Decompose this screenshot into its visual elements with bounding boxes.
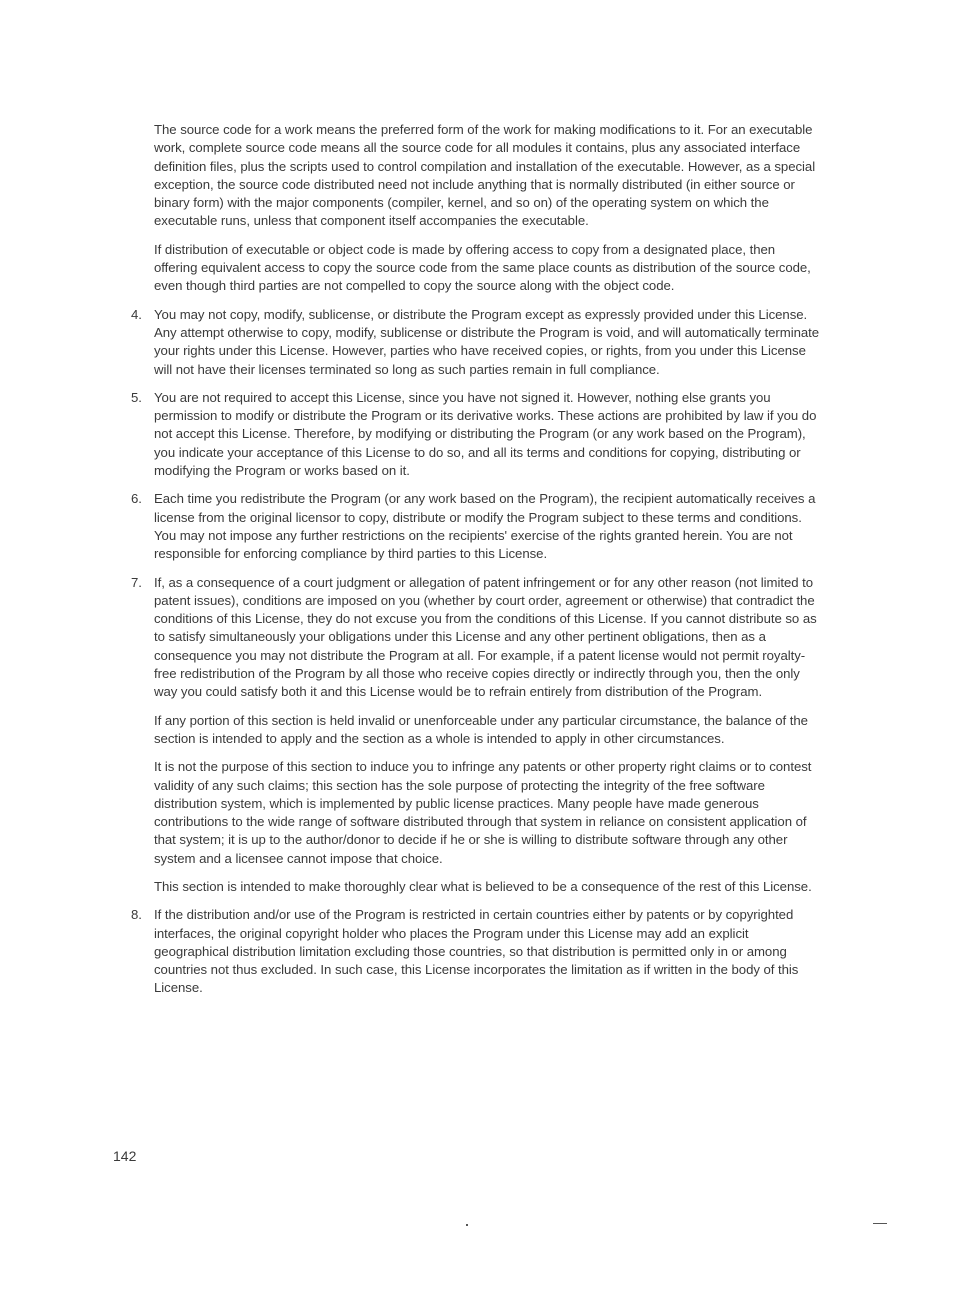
item-number: 4. (131, 306, 142, 322)
item-number: 8. (131, 907, 142, 923)
intro-paragraph: The source code for a work means the preferred form of the work for making modifications to it. For an executable work, complete source code means all the source code for all modules it contains, plus any associated interface definition files, plus the scripts used to control compilation and installation of the executable. However, as a special exception, the source code distributed need not include anything that is normally distributed (in either source or binary form) with the major components (compiler, kernel, and so on) of the operating system on which the executable runs, unless that component itself accompanies the executable. (154, 122, 816, 229)
page-number: 142 (113, 1148, 137, 1164)
list-item (131, 574, 821, 897)
scan-mark-dot (466, 1224, 468, 1226)
intro-paragraph: If distribution of executable or object code is made by offering access to copy from a designated place, then offering equivalent access to copy the source code from the same place counts as distribution of the source code, even though third parties are not compelled to copy the source along with the object code. (154, 241, 811, 294)
license-text (131, 121, 821, 1008)
item-sub-paragraph: This section is intended to make thoroughly clear what is believed to be a consequence of the rest of this License. (154, 878, 812, 894)
item-number: 6. (131, 491, 142, 507)
list-item (131, 306, 821, 379)
list-item (131, 389, 821, 480)
item-text: If the distribution and/or use of the Program is restricted in certain countries either by patents or by copyrighted interfaces, the original copyright holder who places the Program under this License may add an explicit geographical distribution limitation excluding those countries, so that distribution is permitted only in or among countries not thus excluded. In such case, this License incorporates the limitation as if written in the body of this License. (154, 907, 799, 996)
list-item (131, 490, 821, 563)
item-number: 5. (131, 389, 142, 405)
item-text: If, as a consequence of a court judgment or allegation of patent infringement or for any other reason (not limited to patent issues), conditions are imposed on you (whether by court order, agreement or otherwise) that contradict the conditions of this License, they do not excuse you from the conditions of this License. If you cannot distribute so as to satisfy simultaneously your obligations under this License and any other pertinent obligations, then as a consequence you may not distribute the Program at all. For example, if a patent license would not permit royalty-free redistribution of the Program by all those who receive copies directly or indirectly through you, then the only way you could satisfy both it and this License would be to refrain entirely from distribution of the Program. (154, 574, 817, 700)
scan-mark-line (873, 1223, 887, 1224)
item-text: You are not required to accept this License, since you have not signed it. However, nothing else grants you permission to modify or distribute the Program or its derivative works. These actions are prohibited by law if you do not accept this License. Therefore, by modifying or distributing the Program (or any work based on the Program), you indicate your acceptance of this License to do so, and all its terms and conditions for copying, distributing or modifying the Program or works based on it. (154, 389, 817, 479)
item-sub-paragraph: If any portion of this section is held invalid or unenforceable under any particular circumstance, the balance of the section is intended to apply and the section as a whole is intended to apply in other circumstances. (154, 712, 808, 746)
list-item (131, 906, 821, 997)
item-sub-paragraph: It is not the purpose of this section to induce you to infringe any patents or other property right claims or to contest validity of any such claims; this section has the sole purpose of protecting the integrity of the free software distribution system, which is implemented by public license practices. Many people have made generous contributions to the wide range of software distributed through that system in reliance on consistent application of that system; it is up to the author/donor to decide if he or she is willing to distribute software through any other system and a licensee cannot impose that choice. (154, 759, 812, 866)
item-text: You may not copy, modify, sublicense, or distribute the Program except as expressly provided under this License. Any attempt otherwise to copy, modify, sublicense or distribute the Program is void, and will automatically terminate your rights under this License. However, parties who have received copies, or rights, from you under this License will not have their licenses terminated so long as such parties remain in full compliance. (154, 306, 820, 377)
item-text: Each time you redistribute the Program (or any work based on the Program), the recipient automatically receives a license from the original licensor to copy, distribute or modify the Program subject to these terms and conditions. You may not impose any further restrictions on the recipients' exercise of the rights granted herein. You are not responsible for enforcing compliance by third parties to this License. (154, 491, 816, 562)
item-number: 7. (131, 574, 142, 590)
